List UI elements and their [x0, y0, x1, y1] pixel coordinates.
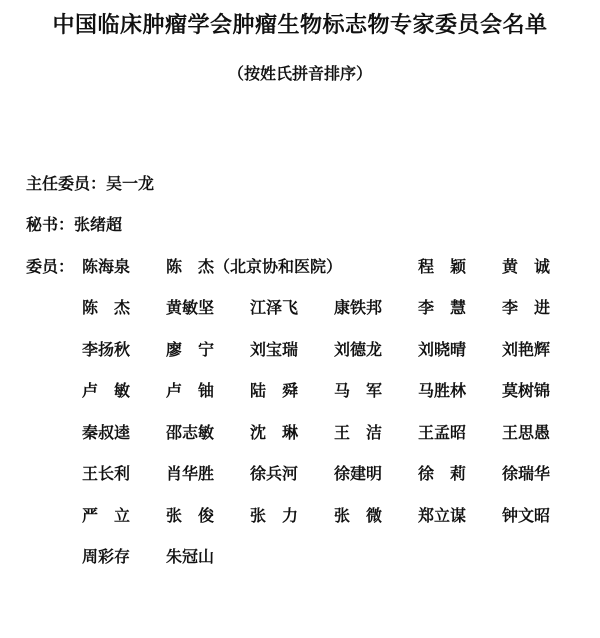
- member-name: 刘晓晴: [418, 340, 467, 359]
- member-name: 张 力: [250, 506, 299, 525]
- members-label: 委员：: [26, 257, 75, 276]
- member-name: 李扬秋: [82, 340, 131, 359]
- member-name: 秦叔逵: [82, 423, 131, 442]
- member-name: 徐瑞华: [502, 464, 551, 483]
- chair-label: 主任委员：: [26, 174, 107, 193]
- member-name: 陈 杰: [82, 298, 131, 317]
- member-name: 王长利: [82, 464, 131, 483]
- member-name: 张 俊: [166, 506, 215, 525]
- member-name: 刘德龙: [334, 340, 383, 359]
- member-name: 黄敏坚: [166, 298, 215, 317]
- member-name: 张 微: [334, 506, 383, 525]
- member-name: 卢 铀: [166, 381, 215, 400]
- chair-name: 吴一龙: [106, 174, 155, 193]
- member-name: 严 立: [82, 506, 131, 525]
- member-name: 马 军: [334, 381, 383, 400]
- member-name: 钟文昭: [502, 506, 551, 525]
- member-name: 朱冠山: [166, 547, 215, 566]
- member-name: 李 慧: [418, 298, 467, 317]
- member-name: 黄 诚: [502, 257, 551, 276]
- member-name: 江泽飞: [250, 298, 299, 317]
- member-name: 陈海泉: [82, 257, 131, 276]
- chair-line: [26, 171, 154, 194]
- member-name: 陈 杰（北京协和医院）: [166, 257, 343, 276]
- member-name: 刘宝瑞: [250, 340, 299, 359]
- member-name: 邵志敏: [166, 423, 215, 442]
- page-title: 中国临床肿瘤学会肿瘤生物标志物专家委员会名单: [52, 12, 548, 38]
- member-name: 廖 宁: [166, 340, 215, 359]
- member-name: 卢 敏: [82, 381, 131, 400]
- secretary-line: [26, 212, 122, 235]
- member-name: 马胜林: [418, 381, 467, 400]
- member-name: 周彩存: [82, 547, 131, 566]
- member-name: 王孟昭: [418, 423, 467, 442]
- member-name: 徐建明: [334, 464, 383, 483]
- page-subtitle: （按姓氏拼音排序）: [227, 64, 372, 83]
- member-name: 李 进: [502, 298, 551, 317]
- member-name: 康铁邦: [334, 298, 383, 317]
- member-name: 程 颖: [418, 257, 467, 276]
- member-name: 徐兵河: [250, 464, 299, 483]
- member-name: 刘艳辉: [502, 340, 551, 359]
- secretary-name: 张绪超: [74, 215, 123, 234]
- member-name: 徐 莉: [418, 464, 467, 483]
- member-name: 王思愚: [502, 423, 551, 442]
- member-name: 陆 舜: [250, 381, 299, 400]
- secretary-label: 秘书：: [26, 215, 75, 234]
- member-name: 王 洁: [334, 423, 383, 442]
- member-name: 肖华胜: [166, 464, 215, 483]
- member-name: 莫树锦: [502, 381, 551, 400]
- member-name: 沈 琳: [250, 423, 299, 442]
- member-name: 郑立谋: [418, 506, 467, 525]
